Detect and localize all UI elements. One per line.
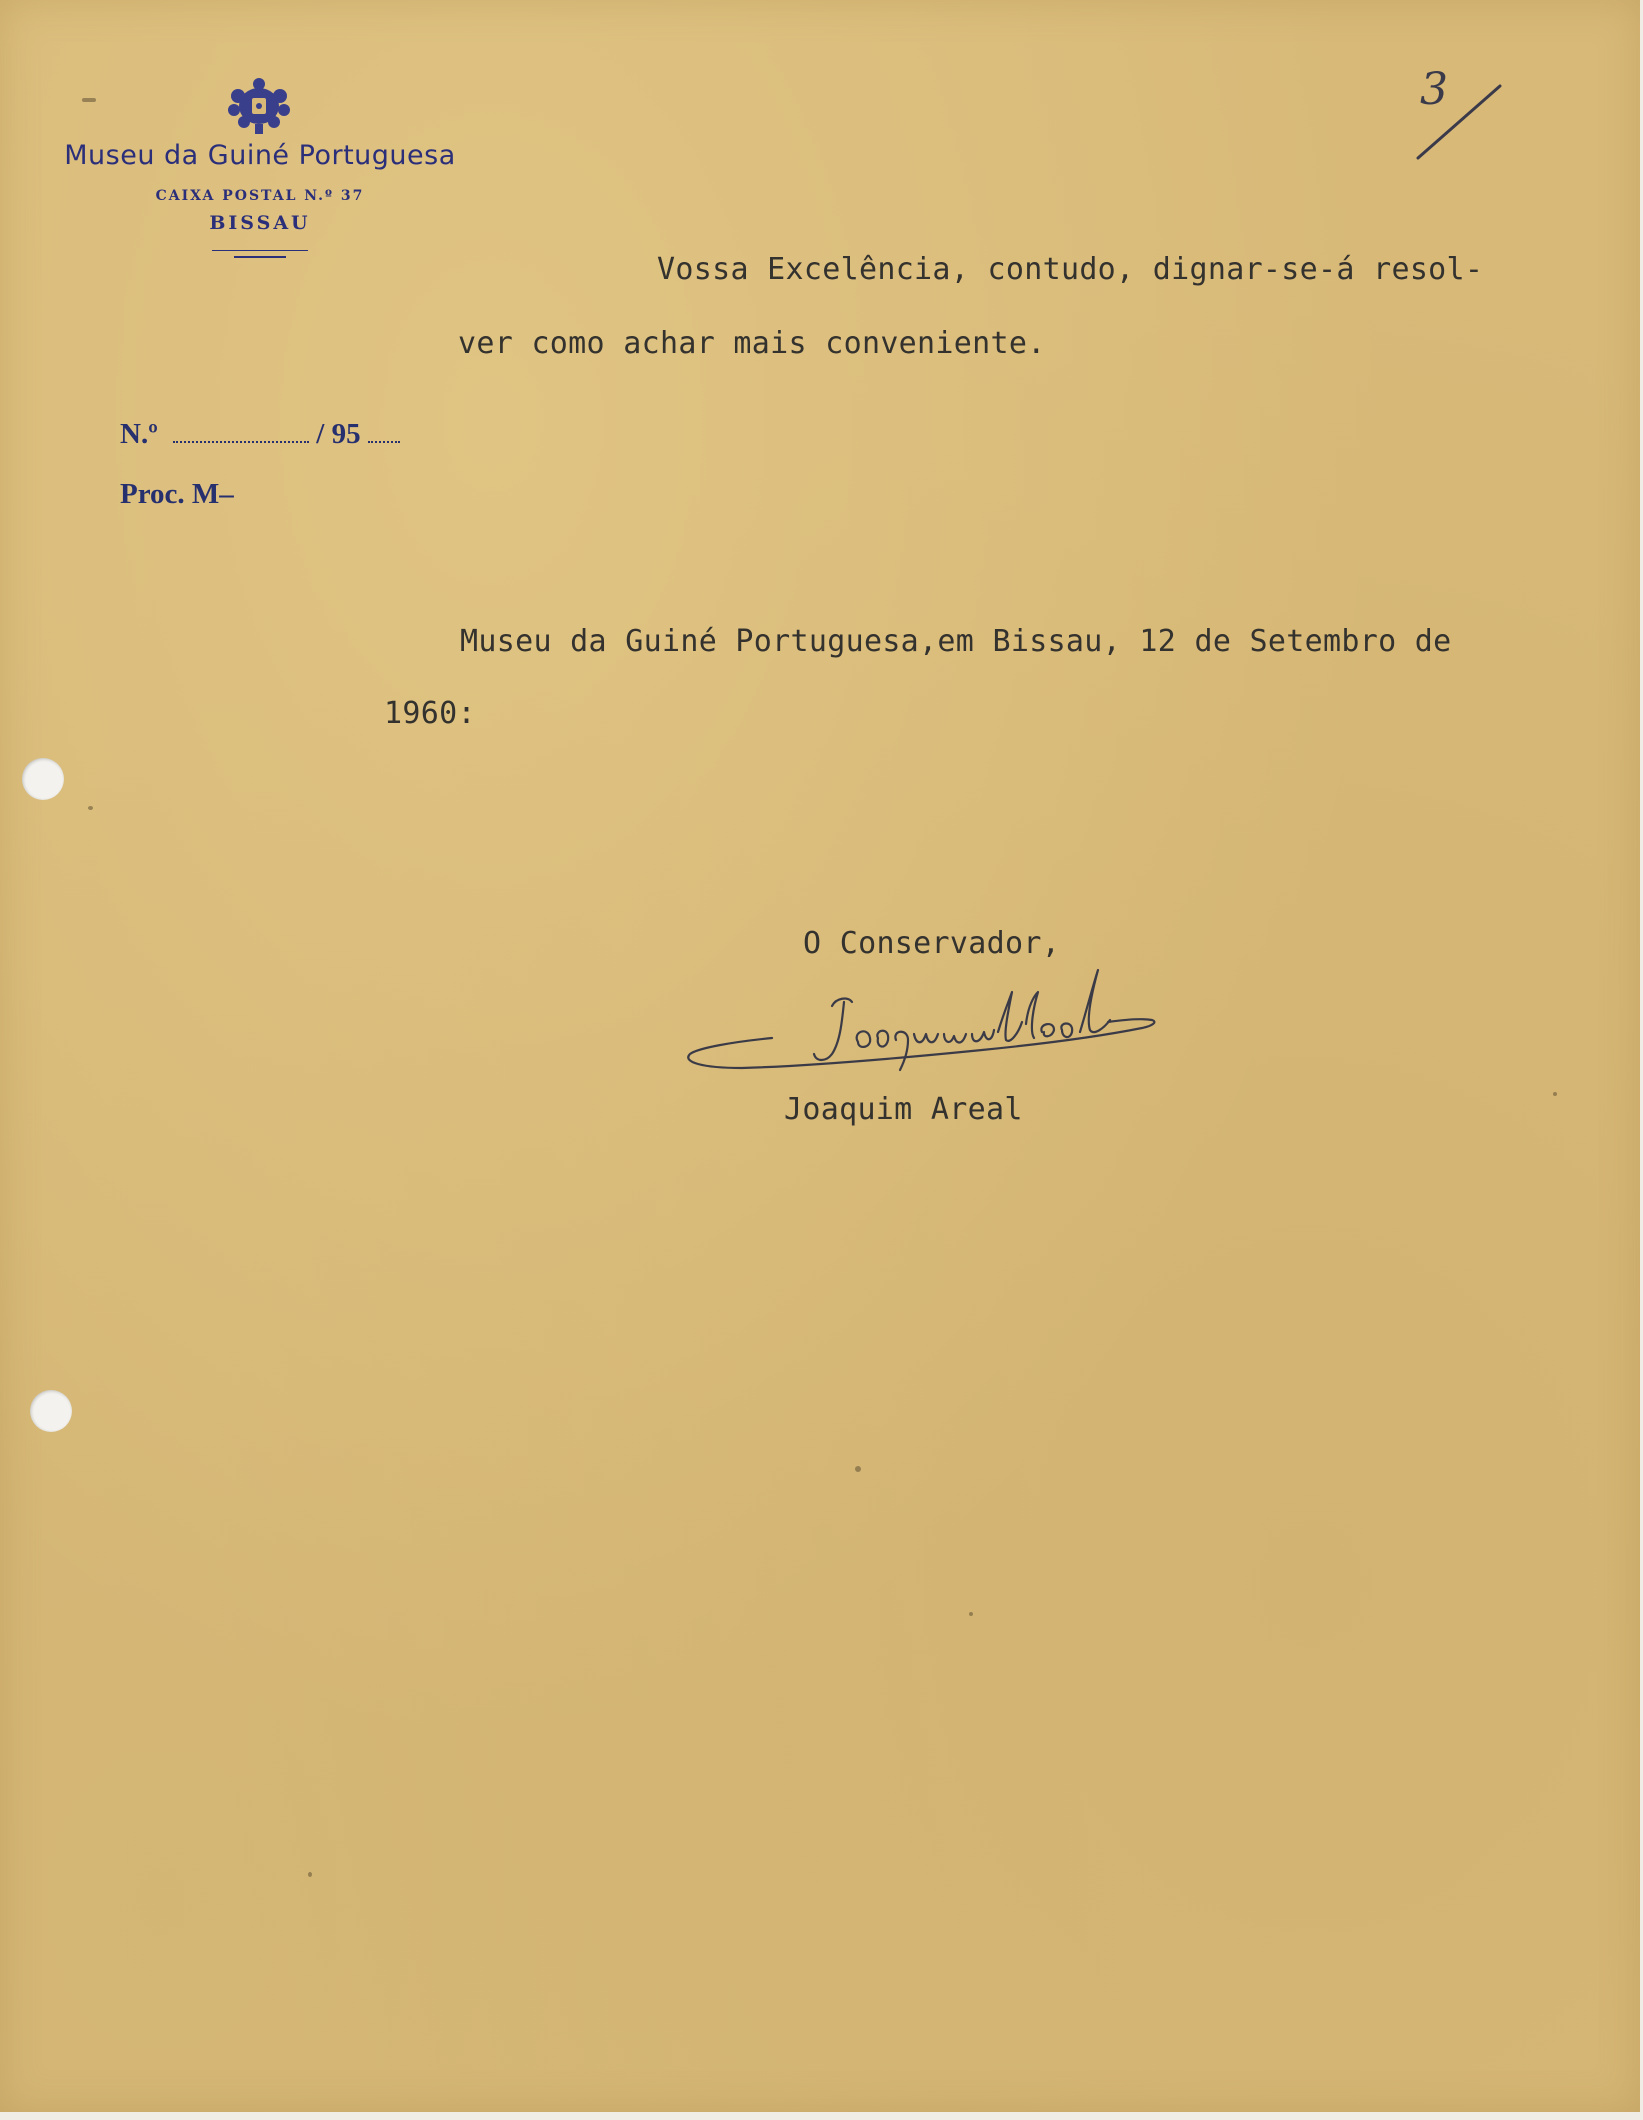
reference-number-label: N.º [120, 418, 158, 450]
handwritten-signature [682, 962, 1222, 1092]
punch-hole-top [22, 758, 64, 800]
body-line-2: ver como achar mais conveniente. [458, 326, 1046, 361]
letterhead-divider [212, 250, 308, 251]
letterhead-city: BISSAU [209, 212, 311, 234]
reference-number-suffix: / 95 [316, 418, 361, 450]
reference-year-blank [368, 423, 400, 443]
paper-speck [82, 98, 96, 102]
page-number: 3 [1420, 64, 1448, 115]
letterhead-divider-thick [234, 256, 286, 258]
letterhead-institution: Museu da Guiné Portuguesa [64, 140, 456, 171]
page-number-slash [1408, 62, 1508, 162]
punch-hole-bottom [30, 1390, 72, 1432]
coat-of-arms-icon [222, 76, 296, 136]
signatory-name: Joaquim Areal [784, 1092, 1023, 1127]
paper-speck [88, 806, 93, 810]
closing-title: O Conservador, [803, 926, 1061, 961]
body-line-1: Vossa Excelência, contudo, dignar-se-á resol- [657, 252, 1484, 287]
letterhead-po-box: CAIXA POSTAL N.º 37 [155, 188, 365, 204]
paper-speck [308, 1872, 312, 1877]
paper-speck [1553, 1092, 1557, 1096]
date-line-2: 1960: [384, 696, 476, 731]
reference-number-blank [173, 423, 309, 443]
reference-process: Proc. M– [120, 478, 234, 510]
date-line-1: Museu da Guiné Portuguesa,em Bissau, 12 de Setembro de [460, 624, 1452, 659]
paper-speck [855, 1466, 861, 1472]
reference-number [120, 418, 400, 451]
scan-border-bottom [0, 2112, 1643, 2120]
paper-speck [969, 1612, 973, 1616]
